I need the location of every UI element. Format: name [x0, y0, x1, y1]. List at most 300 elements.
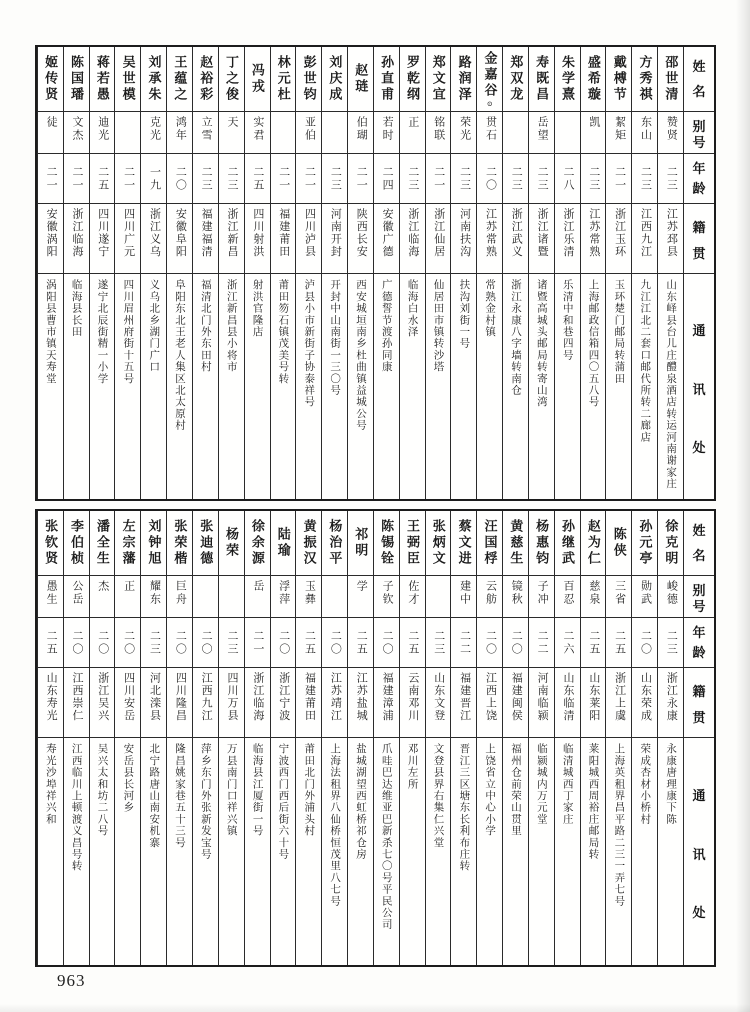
age-cell — [296, 153, 321, 203]
origin-cell — [219, 667, 244, 737]
person-origin: 江苏盐城 — [355, 672, 368, 722]
origin-cell — [64, 203, 89, 273]
person-alias: 岳 — [251, 580, 264, 593]
alias-cell — [400, 575, 425, 617]
entry-column — [399, 511, 425, 965]
origin-cell — [374, 203, 399, 273]
person-age: 二一 — [70, 165, 83, 192]
person-age: 二〇 — [277, 629, 290, 656]
person-name: 孙继武 — [560, 519, 576, 567]
origin-cell — [193, 667, 218, 737]
alias-cell — [296, 111, 321, 153]
alias-cell — [477, 575, 502, 617]
person-alias: 凯 — [587, 116, 600, 129]
name-stack — [586, 511, 600, 575]
person-name: 陈国璠 — [68, 55, 84, 103]
name-stack — [379, 47, 393, 111]
entry-column — [295, 511, 321, 965]
person-alias: 公岳 — [70, 580, 83, 606]
person-age: 二三 — [148, 629, 161, 656]
person-name: 杨治平 — [327, 519, 343, 567]
address-cell — [219, 273, 244, 499]
name-cell — [374, 511, 399, 575]
person-name: 郑文宜 — [430, 55, 446, 103]
person-address: 荣成杏材小桥村 — [639, 743, 651, 825]
name-cell — [271, 47, 296, 111]
header-label-name: 姓 名 — [692, 58, 706, 100]
person-address: 盐城湖望西虹桥祁仓房 — [354, 743, 366, 860]
address-cell — [167, 273, 192, 499]
person-age: 二一 — [251, 629, 264, 656]
entry-column — [37, 47, 63, 499]
origin-cell — [632, 667, 657, 737]
person-alias: 巨舟 — [174, 580, 187, 606]
alias-cell — [451, 575, 476, 617]
alias-cell — [245, 111, 270, 153]
person-name: 刘钟旭 — [146, 519, 162, 567]
alias-cell — [90, 575, 115, 617]
person-age: 二一 — [122, 165, 135, 192]
person-age: 二一 — [355, 165, 368, 192]
person-origin: 浙江临海 — [406, 208, 419, 258]
person-age: 二〇 — [381, 629, 394, 656]
person-address: 爪哇巴达维亚巴新杀七〇号平民公司 — [380, 743, 392, 931]
age-cell — [115, 617, 140, 667]
person-alias: 赞贤 — [665, 116, 678, 142]
name-cell — [64, 511, 89, 575]
alias-cell — [90, 111, 115, 153]
person-address: 寿光沙埠祥兴和 — [44, 743, 56, 825]
person-address: 玉环楚门邮局转蒲田 — [613, 279, 625, 385]
scan-shadow-right — [736, 0, 750, 1012]
person-age: 二三 — [200, 165, 213, 192]
person-alias: 文杰 — [70, 116, 83, 142]
person-name: 赵为仁 — [585, 519, 601, 567]
age-cell — [606, 153, 631, 203]
entry-column — [89, 511, 115, 965]
entry-column — [373, 511, 399, 965]
age-cell — [374, 153, 399, 203]
person-address: 莱阳城西周裕庄邮局转 — [587, 743, 599, 860]
name-stack — [664, 47, 678, 111]
person-address: 临海县长田 — [70, 279, 82, 338]
person-age: 二五 — [355, 629, 368, 656]
name-cell — [348, 47, 373, 111]
origin-cell — [581, 667, 606, 737]
name-stack — [69, 511, 83, 575]
name-stack — [250, 47, 264, 111]
person-age: 二〇 — [122, 629, 135, 656]
entry-column — [605, 47, 631, 499]
alias-cell — [400, 111, 425, 153]
person-age: 二〇 — [639, 629, 652, 656]
age-cell — [245, 617, 270, 667]
address-cell — [348, 273, 373, 499]
person-origin: 四川万县 — [226, 672, 238, 722]
person-age: 二〇 — [200, 629, 213, 656]
address-cell — [115, 273, 140, 499]
person-origin: 浙江永康 — [665, 672, 678, 722]
person-age: 二三 — [458, 165, 471, 192]
name-cell — [90, 47, 115, 111]
name-cell — [606, 47, 631, 111]
name-stack — [638, 47, 652, 111]
alias-cell — [193, 111, 218, 153]
person-address: 隆昌姚家巷五十三号 — [174, 743, 186, 849]
person-origin: 山东荣成 — [639, 672, 652, 722]
person-origin: 浙江临海 — [251, 672, 264, 722]
person-name: 罗乾纲 — [404, 55, 420, 103]
address-cell — [581, 273, 606, 499]
person-alias: 迪光 — [96, 116, 109, 142]
entry-column — [425, 47, 451, 499]
name-cell — [451, 511, 476, 575]
person-origin: 浙江新昌 — [226, 208, 238, 258]
name-stack — [224, 47, 238, 111]
person-origin: 浙江乐清 — [561, 208, 574, 258]
age-cell — [90, 617, 115, 667]
address-cell — [658, 737, 683, 965]
name-cell — [632, 47, 657, 111]
entry-column — [218, 47, 244, 499]
person-alias: 东山 — [639, 116, 652, 142]
name-cell — [322, 511, 347, 575]
person-origin: 陕西长安 — [355, 208, 368, 258]
header-cell-age — [684, 153, 714, 203]
alias-cell — [503, 111, 528, 153]
person-age: 二三 — [329, 165, 342, 192]
name-stack — [121, 47, 135, 111]
person-age: 二〇 — [174, 165, 187, 192]
person-alias: 荣光 — [458, 116, 471, 142]
address-cell — [503, 737, 528, 965]
person-alias: 亚伯 — [303, 116, 316, 142]
person-origin: 山东文登 — [432, 672, 445, 722]
person-origin: 浙江宁波 — [277, 672, 290, 722]
name-cell — [477, 47, 502, 111]
origin-cell — [193, 203, 218, 273]
person-age: 二〇 — [484, 165, 497, 192]
header-cell-address — [684, 737, 714, 965]
person-address: 山东峄县台儿庄醴泉酒店转运河南谢家庄 — [665, 279, 677, 490]
person-alias: 镜秋 — [510, 580, 523, 606]
person-alias: 峻德 — [665, 580, 678, 606]
origin-cell — [348, 667, 373, 737]
person-alias: 徒 — [45, 116, 58, 129]
person-address: 北宁路唐山南安机寨 — [148, 743, 160, 849]
header-cell-age — [684, 617, 714, 667]
person-origin: 四川广元 — [122, 208, 135, 258]
alias-cell — [115, 111, 140, 153]
person-alias: 佐才 — [406, 580, 419, 606]
header-label-age: 年 龄 — [692, 160, 706, 197]
alias-cell — [141, 111, 166, 153]
person-alias: 三省 — [613, 580, 626, 606]
origin-cell — [426, 667, 451, 737]
address-cell — [296, 273, 321, 499]
person-name: 李伯桢 — [68, 519, 84, 567]
entry-column — [114, 47, 140, 499]
person-origin: 浙江仙居 — [432, 208, 445, 258]
name-cell — [426, 511, 451, 575]
person-name: 王蕴之 — [172, 55, 188, 103]
age-cell — [503, 153, 528, 203]
person-age: 二三 — [226, 629, 238, 656]
alias-cell — [503, 575, 528, 617]
person-name: 张钦贤 — [43, 519, 59, 567]
header-cell-address — [684, 273, 714, 499]
name-stack — [612, 47, 626, 111]
entry-column — [554, 511, 580, 965]
entry-column — [166, 47, 192, 499]
person-origin: 河南开封 — [329, 208, 342, 258]
age-cell — [374, 617, 399, 667]
person-alias: 伯瑚 — [355, 116, 368, 142]
person-age: 二五 — [303, 629, 316, 656]
alias-cell — [64, 111, 89, 153]
address-cell — [141, 737, 166, 965]
entry-column — [476, 47, 502, 499]
header-cell-origin — [684, 667, 714, 737]
name-stack — [560, 511, 574, 575]
person-origin: 江苏靖江 — [329, 672, 342, 722]
person-address: 阜阳东北王老人集区北太原村 — [174, 279, 186, 432]
address-cell — [632, 273, 657, 499]
alias-cell — [348, 575, 373, 617]
age-cell — [296, 617, 321, 667]
address-cell — [271, 737, 296, 965]
origin-cell — [271, 667, 296, 737]
name-cell — [451, 47, 476, 111]
person-address: 扶沟刘街一号 — [458, 279, 470, 350]
address-cell — [400, 273, 425, 499]
entry-column — [476, 511, 502, 965]
person-address: 临海县江厦街一号 — [251, 743, 263, 837]
person-origin: 江西九江 — [639, 208, 652, 258]
entry-column — [528, 511, 554, 965]
person-address: 义乌北乡湖门广口 — [148, 279, 160, 373]
origin-cell — [400, 203, 425, 273]
person-name: 方秀祺 — [637, 55, 653, 103]
entry-column — [450, 47, 476, 499]
person-address: 西安城垣南乡杜曲镇益城公号 — [354, 279, 366, 432]
person-alias: 若时 — [381, 116, 394, 142]
age-cell — [400, 153, 425, 203]
entry-column — [425, 511, 451, 965]
person-origin: 四川隆昌 — [174, 672, 187, 722]
person-address: 莆田北门外浦头村 — [303, 743, 315, 837]
age-cell — [271, 153, 296, 203]
person-age: 二〇 — [510, 629, 523, 656]
alias-cell — [141, 575, 166, 617]
person-name: 冯戎 — [249, 63, 265, 95]
origin-cell — [658, 203, 683, 273]
name-cell — [606, 511, 631, 575]
person-address: 莆田笏石镇茂美号转 — [277, 279, 289, 385]
name-stack — [147, 47, 161, 111]
address-cell — [193, 737, 218, 965]
address-cell — [451, 737, 476, 965]
person-name: 蔡文进 — [456, 519, 472, 567]
origin-cell — [64, 667, 89, 737]
header-label-name: 姓 名 — [692, 522, 706, 564]
person-address: 泸县小市新街子协泰祥号 — [303, 279, 315, 408]
person-age: 二〇 — [174, 629, 187, 656]
person-origin: 安徽广德 — [381, 208, 394, 258]
person-age: 二三 — [406, 165, 419, 192]
origin-cell — [451, 203, 476, 273]
person-name: 陈侠 — [611, 527, 627, 559]
person-origin: 四川遂宁 — [96, 208, 109, 258]
person-age: 二一 — [303, 165, 316, 192]
person-origin: 河南临颍 — [536, 672, 549, 722]
person-address: 遂宁北辰街精一小学 — [96, 279, 108, 385]
person-address: 浙江永康八字墙转南仓 — [510, 279, 522, 396]
entry-column — [140, 47, 166, 499]
alias-cell — [606, 111, 631, 153]
entry-column — [605, 511, 631, 965]
annotation-mark: ⊙ — [486, 99, 493, 108]
name-stack — [431, 511, 445, 575]
person-name: 王弼臣 — [404, 519, 420, 567]
person-name: 徐克明 — [663, 519, 679, 567]
name-stack — [328, 47, 342, 111]
person-alias: 贯石 — [484, 116, 497, 142]
person-name: 丁之俊 — [224, 55, 240, 103]
header-label-address: 通 讯 处 — [692, 323, 706, 455]
alias-cell — [451, 111, 476, 153]
name-cell — [658, 511, 683, 575]
person-address: 开封中山南街一三〇号 — [329, 279, 341, 396]
person-address: 诸暨高城头邮局转寄山湾 — [535, 279, 547, 408]
person-age: 二五 — [406, 629, 419, 656]
person-alias: 岳望 — [536, 116, 549, 142]
name-cell — [115, 511, 140, 575]
address-cell — [348, 737, 373, 965]
age-cell — [555, 617, 580, 667]
origin-cell — [555, 203, 580, 273]
age-cell — [426, 617, 451, 667]
person-alias: 愚生 — [45, 580, 58, 606]
address-cell — [90, 737, 115, 965]
person-alias: 立雪 — [200, 116, 213, 142]
address-cell — [296, 737, 321, 965]
person-age: 二五 — [96, 165, 109, 192]
age-cell — [64, 617, 89, 667]
name-stack — [69, 47, 83, 111]
origin-cell — [38, 667, 63, 737]
origin-cell — [167, 203, 192, 273]
name-stack — [405, 511, 419, 575]
person-origin: 福建闽侯 — [510, 672, 523, 722]
person-name: 陆瑜 — [275, 527, 291, 559]
person-origin: 江苏邳县 — [665, 208, 678, 258]
person-address: 永康唐理康下陈 — [665, 743, 677, 825]
name-stack — [664, 511, 678, 575]
entry-column — [502, 511, 528, 965]
alias-cell — [64, 575, 89, 617]
name-stack — [509, 511, 523, 575]
person-address: 临海白水泽 — [406, 279, 418, 338]
person-address: 上饶省立中心小学 — [484, 743, 496, 837]
age-cell — [245, 153, 270, 203]
person-alias: 杰 — [96, 580, 109, 593]
entry-column — [192, 47, 218, 499]
age-cell — [400, 617, 425, 667]
name-stack — [302, 47, 316, 111]
person-name: 潘全生 — [94, 519, 110, 567]
name-stack — [276, 47, 290, 111]
address-cell — [606, 273, 631, 499]
person-name: 孙直甫 — [379, 55, 395, 103]
name-cell — [167, 511, 192, 575]
origin-cell — [503, 203, 528, 273]
name-cell — [64, 47, 89, 111]
person-name: 汪国桴 — [482, 519, 498, 567]
origin-cell — [141, 203, 166, 273]
age-cell — [606, 617, 631, 667]
person-origin: 浙江上虞 — [613, 672, 626, 722]
entry-column — [528, 47, 554, 499]
age-cell — [477, 617, 502, 667]
age-cell — [529, 617, 554, 667]
person-address: 宁波西门西后街六十号 — [277, 743, 289, 860]
alias-cell — [167, 111, 192, 153]
address-cell — [322, 737, 347, 965]
age-cell — [632, 153, 657, 203]
person-alias: 耀东 — [148, 580, 161, 606]
age-cell — [193, 153, 218, 203]
person-name: 张炳文 — [430, 519, 446, 567]
origin-cell — [606, 203, 631, 273]
name-stack — [224, 511, 238, 575]
person-origin: 安徽涡阳 — [45, 208, 58, 258]
person-address: 上海英租界昌平路二三一弄七号 — [613, 743, 625, 907]
person-age: 二三 — [665, 629, 678, 656]
person-origin: 江苏常熟 — [587, 208, 600, 258]
person-name: 杨荣 — [224, 527, 240, 559]
person-address: 射洪官隆店 — [251, 279, 263, 338]
person-name: 黄振汉 — [301, 519, 317, 567]
origin-cell — [658, 667, 683, 737]
origin-cell — [529, 203, 554, 273]
age-cell — [193, 617, 218, 667]
name-cell — [193, 511, 218, 575]
person-age: 二三 — [536, 165, 549, 192]
person-name: 刘承朱 — [146, 55, 162, 103]
person-name: 金嘉谷 — [482, 50, 498, 99]
person-alias: 云舫 — [484, 580, 497, 606]
name-stack — [328, 511, 342, 575]
age-cell — [658, 153, 683, 203]
person-name: 路润泽 — [456, 55, 472, 103]
person-name: 赵裕彩 — [198, 55, 214, 103]
name-stack — [302, 511, 316, 575]
name-cell — [193, 47, 218, 111]
entry-column — [631, 511, 657, 965]
person-address: 浙江新昌县小将市 — [225, 279, 237, 373]
origin-cell — [115, 667, 140, 737]
address-cell — [451, 273, 476, 499]
age-cell — [115, 153, 140, 203]
person-age: 二五 — [587, 629, 600, 656]
name-stack — [379, 511, 393, 575]
age-cell — [38, 617, 63, 667]
person-origin: 山东莱阳 — [587, 672, 600, 722]
person-origin: 安徽阜阳 — [174, 208, 187, 258]
name-stack — [483, 47, 497, 111]
name-stack — [95, 47, 109, 111]
